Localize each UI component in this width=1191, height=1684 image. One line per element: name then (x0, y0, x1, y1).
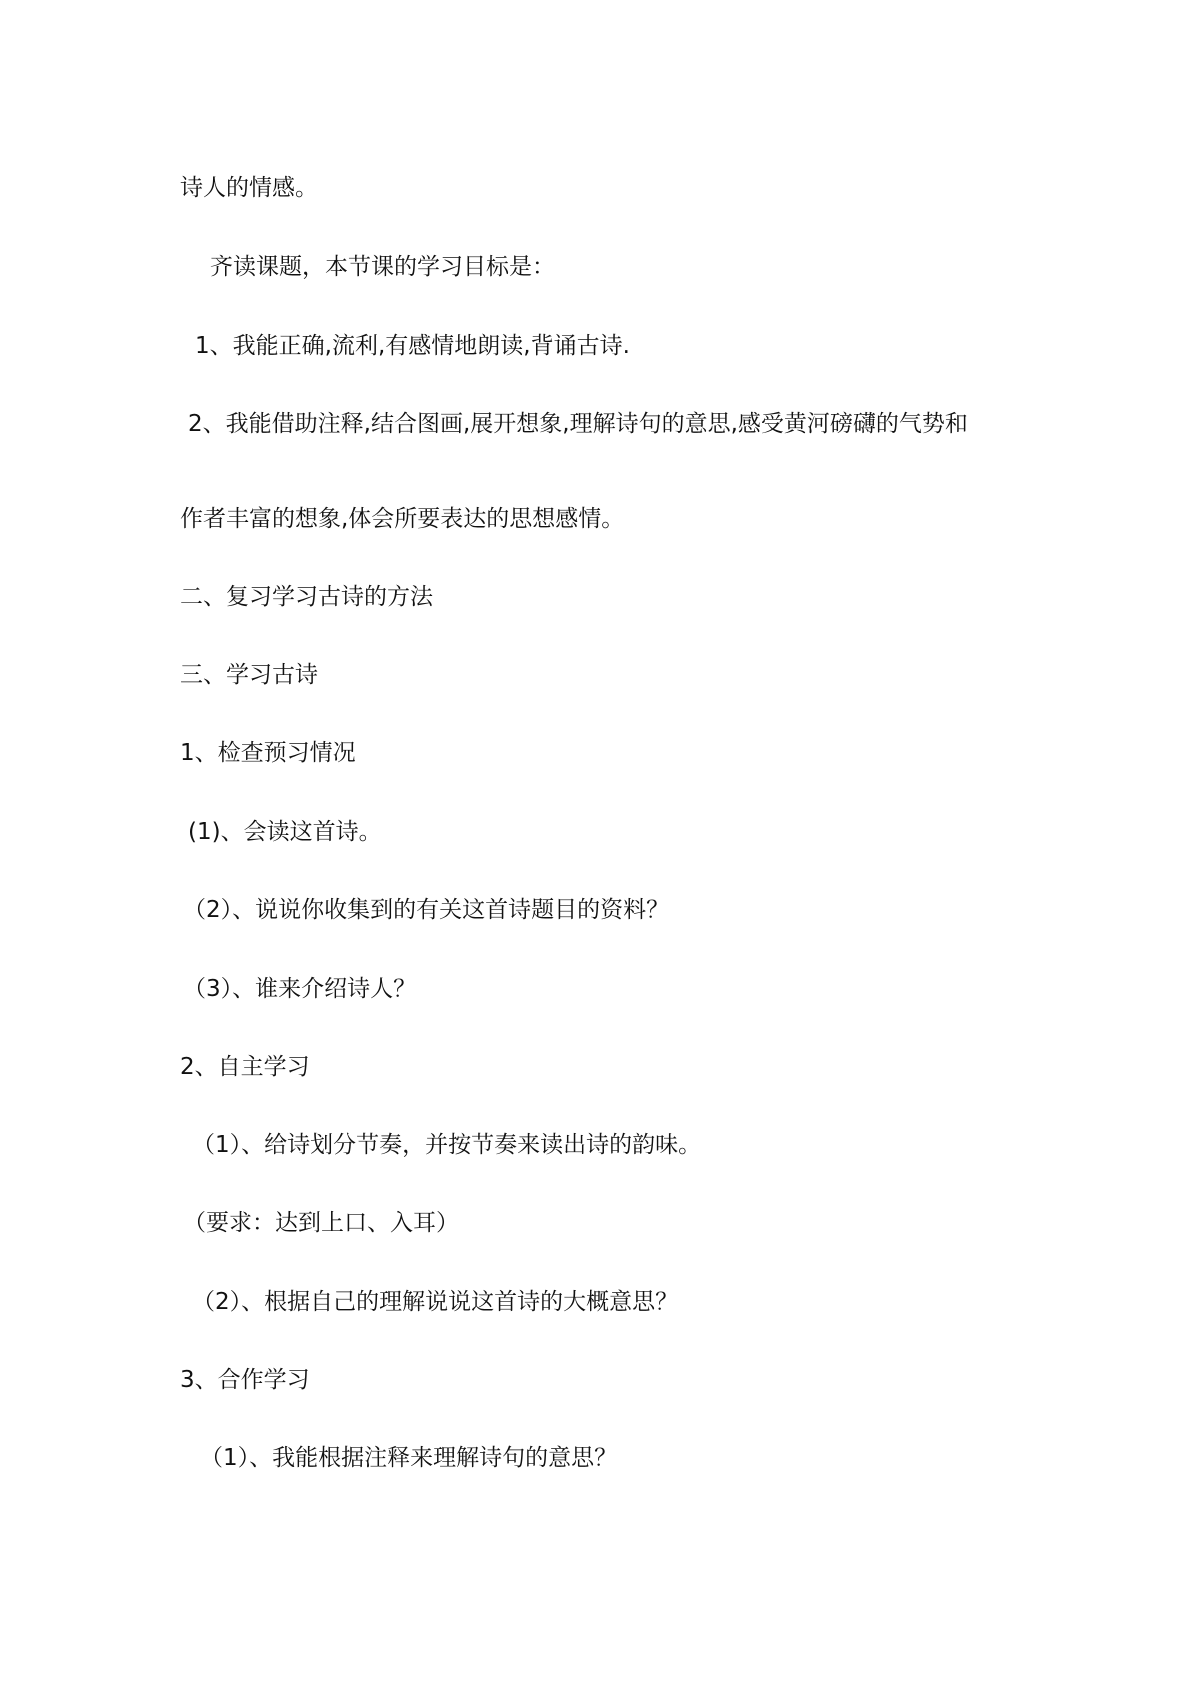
list-item: （3）、谁来介绍诗人？ (183, 976, 417, 1002)
intro-line: 齐读课题，本节课的学习目标是： (210, 254, 555, 280)
list-item: （1）、我能根据注释来理解诗句的意思？ (200, 1445, 618, 1471)
section-heading-3: 三、学习古诗 (180, 662, 318, 688)
goal-item-2-continued: 作者丰富的想象,体会所要表达的思想感情。 (180, 506, 625, 532)
list-item: (1)、会读这首诗。 (188, 819, 382, 845)
list-item: （2）、说说你收集到的有关这首诗题目的资料？ (183, 897, 670, 923)
subsection-heading-1: 1、检查预习情况 (180, 740, 356, 766)
section-heading-2: 二、复习学习古诗的方法 (180, 584, 433, 610)
goal-item-1: 1、我能正确,流利,有感情地朗读,背诵古诗. (195, 333, 630, 359)
requirement-note: （要求：达到上口、入耳） (183, 1210, 459, 1236)
goal-item-2: 2、我能借助注释,结合图画,展开想象,理解诗句的意思,感受黄河磅礴的气势和 (188, 411, 968, 437)
subsection-heading-2: 2、自主学习 (180, 1054, 310, 1080)
body-text-line: 诗人的情感。 (180, 175, 318, 201)
subsection-heading-3: 3、合作学习 (180, 1367, 310, 1393)
list-item: （1）、给诗划分节奏，并按节奏来读出诗的韵味。 (192, 1132, 702, 1158)
list-item: （2）、根据自己的理解说说这首诗的大概意思？ (192, 1289, 679, 1315)
